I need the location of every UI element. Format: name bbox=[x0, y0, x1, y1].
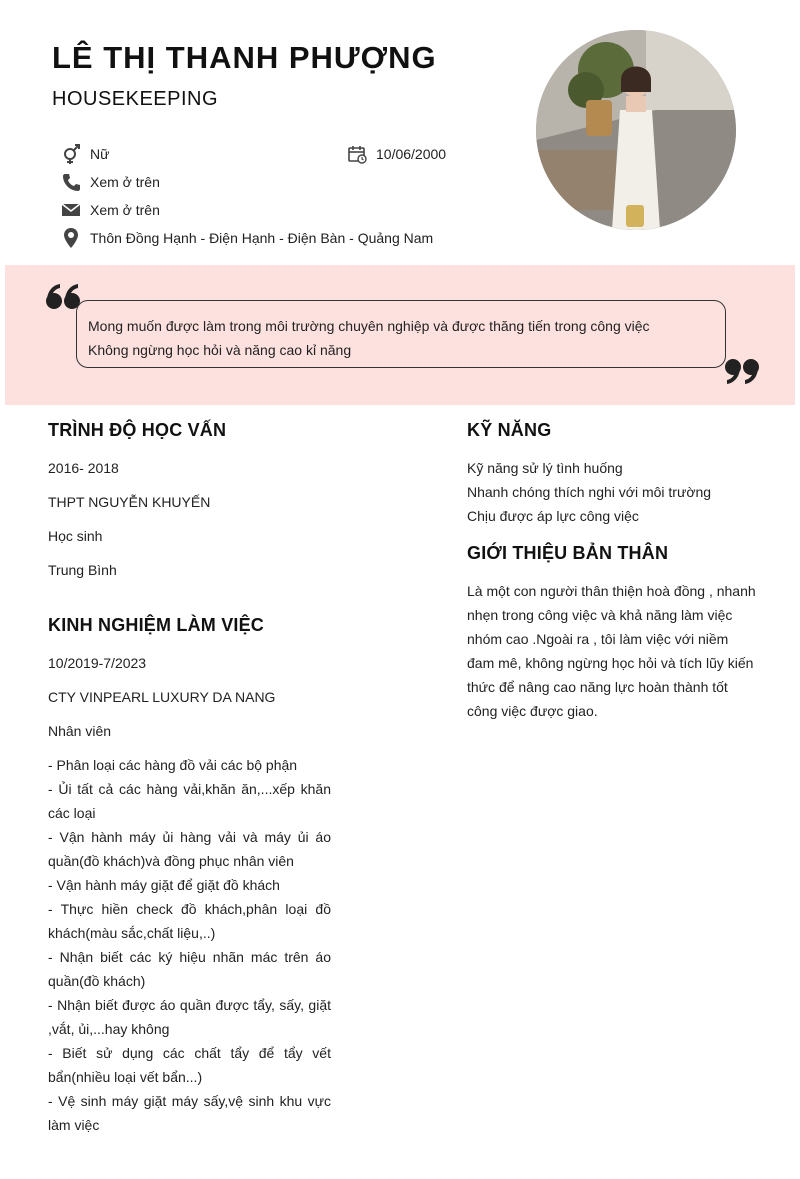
education-period: 2016- 2018 bbox=[48, 460, 119, 476]
job-title: HOUSEKEEPING bbox=[52, 88, 219, 110]
skill-item: Chịu được áp lực công việc bbox=[467, 508, 639, 524]
skills-title: KỸ NĂNG bbox=[467, 420, 552, 440]
birthday-value: 10/06/2000 bbox=[376, 146, 447, 162]
duty-item: - Biết sử dụng các chất tẩy để tẩy vết bẩn(nhiều loại vết bẩn...) bbox=[48, 1045, 331, 1085]
experience-position: Nhân viên bbox=[48, 723, 112, 739]
info-phone bbox=[60, 171, 160, 193]
duty-item: - Vệ sinh máy giặt máy sấy,vệ sinh khu vực làm việc bbox=[48, 1093, 331, 1133]
address-value: Thôn Đồng Hạnh - Điện Hạnh - Điện Bàn - Quảng Nam bbox=[90, 230, 434, 246]
duty-item: - Thực hiền check đồ khách,phân loại đồ khách(màu sắc,chất liệu,..) bbox=[48, 901, 331, 941]
phone-value: Xem ở trên bbox=[90, 174, 160, 190]
gender-icon bbox=[60, 143, 82, 165]
objective-line: Không ngừng học hỏi và năng cao kỉ năng bbox=[88, 342, 352, 358]
experience-duties bbox=[48, 753, 331, 1137]
experience-company: CTY VINPEARL LUXURY DA NANG bbox=[48, 689, 276, 705]
duty-item: - Nhận biết các ký hiệu nhãn mác trên áo quần(đồ khách) bbox=[48, 949, 331, 989]
phone-icon bbox=[60, 171, 82, 193]
skill-item: Nhanh chóng thích nghi với môi trường bbox=[467, 484, 712, 500]
email-icon bbox=[60, 199, 82, 221]
quote-close-icon bbox=[722, 358, 760, 391]
experience-period: 10/2019-7/2023 bbox=[48, 655, 147, 671]
avatar bbox=[536, 30, 736, 230]
objective-line: Mong muốn được làm trong môi trường chuyên nghiệp và được thăng tiến trong công việc bbox=[88, 318, 650, 334]
location-icon bbox=[60, 227, 82, 249]
info-email bbox=[60, 199, 160, 221]
skills-list bbox=[467, 456, 711, 528]
calendar-icon bbox=[346, 143, 368, 165]
duty-item: - Vận hành máy ủi hàng vải và máy ủi áo quần(đồ khách)và đồng phục nhân viên bbox=[48, 829, 331, 869]
info-gender bbox=[60, 143, 109, 165]
objective-box bbox=[76, 300, 726, 368]
info-birthday bbox=[346, 143, 446, 165]
candidate-name: LÊ THỊ THANH PHƯỢNG bbox=[52, 40, 437, 75]
duty-item: - Nhận biết được áo quần được tẩy, sấy, giặt ,vắt, ủi,...hay không bbox=[48, 997, 331, 1037]
education-school: THPT NGUYỄN KHUYẾN bbox=[48, 494, 211, 510]
duty-item: - Ủi tất cả các hàng vải,khăn ăn,...xếp khăn các loại bbox=[48, 781, 331, 821]
education-role: Học sinh bbox=[48, 528, 103, 544]
info-address bbox=[60, 227, 433, 249]
about-title: GIỚI THIỆU BẢN THÂN bbox=[467, 543, 669, 563]
duty-item: - Phân loại các hàng đồ vải các bộ phận bbox=[48, 757, 298, 773]
duty-item: - Vận hành máy giặt để giặt đồ khách bbox=[48, 877, 280, 893]
education-title: TRÌNH ĐỘ HỌC VẤN bbox=[48, 420, 227, 440]
about-text: Là một con người thân thiện hoà đồng , nhanh nhẹn trong công việc và khả năng làm việc nhóm cao .Ngoài ra , tôi làm việc với niềm đam mê, không ngừng học hỏi và tích lũy kiến thức để nâng cao năng lực hoàn thành tốt công việc được giao. bbox=[467, 583, 756, 719]
email-value: Xem ở trên bbox=[90, 202, 160, 218]
education-grade: Trung Bình bbox=[48, 562, 117, 578]
experience-title: KINH NGHIỆM LÀM VIỆC bbox=[48, 615, 265, 635]
gender-value: Nữ bbox=[90, 146, 110, 162]
skill-item: Kỹ năng sử lý tình huống bbox=[467, 460, 623, 476]
